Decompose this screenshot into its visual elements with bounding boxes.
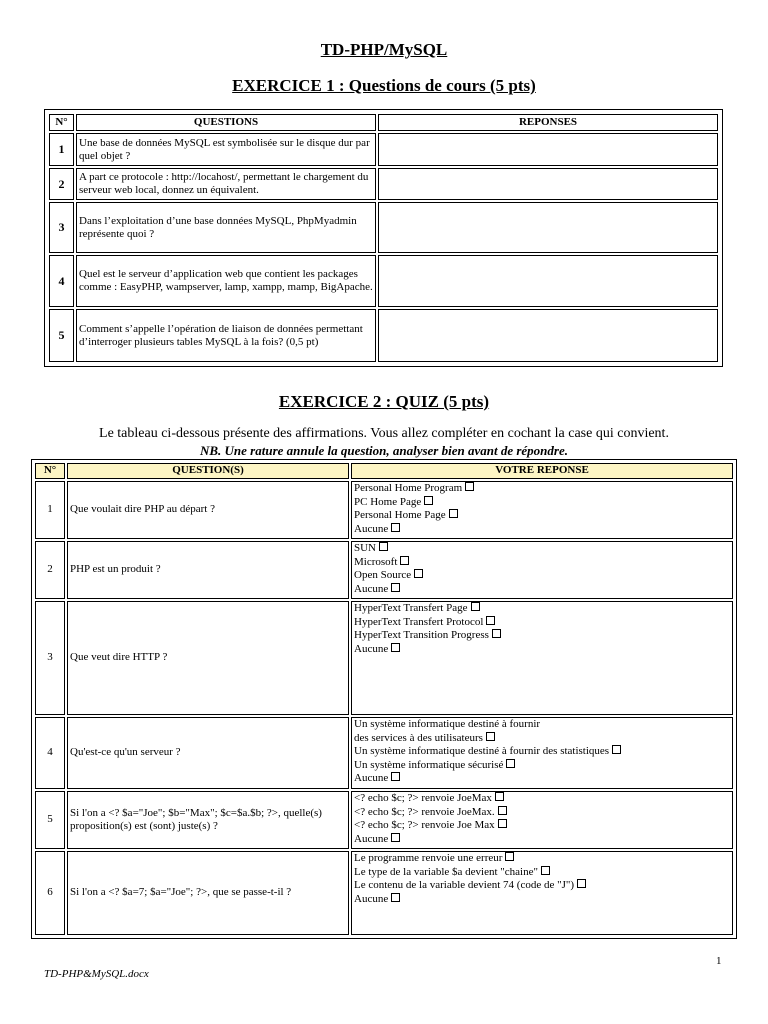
answer-options	[351, 791, 733, 849]
row-number: 3	[49, 202, 74, 253]
answer-options	[351, 481, 733, 539]
option-label: Aucune	[354, 642, 389, 655]
option-label: Microsoft	[354, 555, 398, 568]
table-row	[49, 255, 718, 307]
table-row	[49, 168, 718, 200]
question-text: Comment s’appelle l’opération de liaison de données permettant d’interroger plusieurs tables MySQL à la fois? (0,5 pt)	[76, 309, 376, 362]
checkbox[interactable]	[498, 806, 507, 815]
option-label: Open Source	[354, 569, 412, 581]
table-row	[49, 202, 718, 253]
answer-option[interactable]	[354, 509, 730, 523]
page-number: 1	[716, 955, 722, 967]
option-label: Aucune	[354, 892, 389, 905]
answer-options	[351, 717, 733, 789]
row-number: 1	[35, 481, 65, 539]
header-num: N°	[35, 463, 65, 479]
option-label: HyperText Transfert Protocol	[354, 615, 484, 628]
question-text: Une base de données MySQL est symbolisée sur le disque dur par quel objet ?	[76, 133, 376, 166]
answer-cell[interactable]	[378, 168, 718, 200]
question-text: Que veut dire HTTP ?	[67, 601, 349, 715]
checkbox[interactable]	[541, 866, 550, 875]
checkbox[interactable]	[498, 819, 507, 828]
table-row	[35, 791, 733, 849]
answer-options	[351, 851, 733, 935]
answer-option[interactable]	[354, 852, 730, 866]
option-label: PC Home Page	[354, 495, 422, 508]
row-number: 2	[35, 541, 65, 599]
exercise2-intro: Le tableau ci-dessous présente des affirmations. Vous allez compléter en cochant la case qui convient.	[99, 426, 669, 441]
answer-option[interactable]	[354, 542, 730, 556]
row-number: 5	[49, 309, 74, 362]
option-label: Aucune	[354, 772, 389, 784]
answer-option[interactable]	[354, 819, 730, 833]
document-title: TD-PHP/MySQL	[320, 40, 448, 59]
option-label: Aucune	[354, 832, 389, 845]
checkbox[interactable]	[486, 732, 495, 741]
answer-cell[interactable]	[378, 309, 718, 362]
option-label: <? echo $c; ?> renvoie JoeMax.	[354, 805, 495, 818]
answer-option[interactable]	[354, 496, 730, 510]
row-number: 2	[49, 168, 74, 200]
answer-options	[351, 541, 733, 599]
checkbox[interactable]	[486, 616, 495, 625]
row-number: 3	[35, 601, 65, 715]
option-label: <? echo $c; ?> renvoie Joe Max	[354, 819, 495, 831]
option-label: Un système informatique destiné à fournir des statistiques	[354, 745, 610, 757]
header-votre-reponse: VOTRE REPONSE	[351, 463, 733, 479]
header-questions: QUESTION(S)	[67, 463, 349, 479]
table-row	[35, 851, 733, 935]
option-label: Un système informatique destiné à fournir des services à des utilisateurs	[354, 718, 541, 744]
answer-option[interactable]	[354, 583, 730, 597]
checkbox[interactable]	[471, 602, 480, 611]
checkbox[interactable]	[391, 643, 400, 652]
checkbox[interactable]	[414, 569, 423, 578]
checkbox[interactable]	[495, 792, 504, 801]
question-text: Dans l’exploitation d’une base données MySQL, PhpMyadmin représente quoi ?	[76, 202, 376, 253]
answer-cell[interactable]	[378, 133, 718, 166]
answer-option[interactable]	[354, 602, 730, 616]
option-label: HyperText Transition Progress	[354, 629, 489, 641]
answer-option[interactable]	[354, 866, 730, 880]
answer-cell[interactable]	[378, 202, 718, 253]
answer-option[interactable]	[354, 616, 730, 630]
row-number: 4	[35, 717, 65, 789]
checkbox[interactable]	[492, 629, 501, 638]
answer-option[interactable]	[354, 718, 544, 745]
checkbox[interactable]	[449, 509, 458, 518]
question-text: Si l'on a <? $a=7; $a="Joe"; ?>, que se passe-t-il ?	[67, 851, 349, 935]
checkbox[interactable]	[577, 879, 586, 888]
answer-option[interactable]	[354, 569, 730, 583]
checkbox[interactable]	[391, 893, 400, 902]
option-label: Le contenu de la variable devient 74 (code de "J")	[354, 879, 575, 891]
row-number: 1	[49, 133, 74, 166]
exercise2-note: NB. Une rature annule la question, analyser bien avant de répondre.	[199, 443, 568, 458]
answer-option[interactable]	[354, 893, 730, 907]
exercise2-heading: EXERCICE 2 : QUIZ (5 pts)	[278, 392, 490, 411]
table-row	[35, 541, 733, 599]
answer-option[interactable]	[354, 772, 730, 786]
option-label: Aucune	[354, 522, 389, 535]
exercise1-heading: EXERCICE 1 : Questions de cours (5 pts)	[232, 76, 536, 95]
question-text: Si l'on a <? $a="Joe"; $b="Max"; $c=$a.$b; ?>, quelle(s) proposition(s) est (sont) juste(s) ?	[67, 791, 349, 849]
checkbox[interactable]	[379, 542, 388, 551]
option-label: Personal Home Page	[354, 509, 446, 521]
answer-option[interactable]	[354, 792, 730, 806]
checkbox[interactable]	[465, 482, 474, 491]
table-row	[35, 601, 733, 715]
checkbox[interactable]	[506, 759, 515, 768]
checkbox[interactable]	[505, 852, 514, 861]
option-label: Aucune	[354, 582, 389, 595]
exercise1-table	[44, 109, 723, 367]
answer-option[interactable]	[354, 745, 730, 759]
exercise1-header-row	[49, 114, 718, 131]
checkbox[interactable]	[400, 556, 409, 565]
footer-filename: TD-PHP&MySQL.docx	[44, 968, 149, 980]
answer-cell[interactable]	[378, 255, 718, 307]
table-row	[35, 717, 733, 789]
checkbox[interactable]	[612, 745, 621, 754]
checkbox[interactable]	[391, 772, 400, 781]
question-text: Qu'est-ce qu'un serveur ?	[67, 717, 349, 789]
answer-option[interactable]	[354, 806, 730, 820]
row-number: 4	[49, 255, 74, 307]
option-label: <? echo $c; ?> renvoie JoeMax	[354, 792, 492, 804]
answer-option[interactable]	[354, 759, 730, 773]
table-row	[49, 309, 718, 362]
option-label: HyperText Transfert Page	[354, 602, 468, 614]
answer-option[interactable]	[354, 833, 730, 847]
answer-option[interactable]	[354, 523, 730, 537]
question-text: Quel est le serveur d’application web que contient les packages comme : EasyPHP, wampserver, lamp, xampp, mamp, BigApache.	[76, 255, 376, 307]
answer-option[interactable]	[354, 643, 730, 657]
option-label: Personal Home Program	[354, 482, 463, 494]
answer-option[interactable]	[354, 879, 730, 893]
table-row	[35, 481, 733, 539]
header-num: N°	[49, 114, 74, 131]
option-label: SUN	[354, 542, 377, 554]
option-label: Un système informatique sécurisé	[354, 758, 504, 771]
row-number: 6	[35, 851, 65, 935]
question-text: A part ce protocole : http://locahost/, permettant le chargement du serveur web local, donnez un équivalent.	[76, 168, 376, 200]
checkbox[interactable]	[391, 583, 400, 592]
answer-option[interactable]	[354, 556, 730, 570]
question-text: Que voulait dire PHP au départ ?	[67, 481, 349, 539]
exercise2-header-row	[35, 463, 733, 479]
answer-option[interactable]	[354, 482, 730, 496]
exercise2-table	[31, 459, 737, 939]
question-text: PHP est un produit ?	[67, 541, 349, 599]
checkbox[interactable]	[391, 523, 400, 532]
answer-options	[351, 601, 733, 715]
option-label: Le programme renvoie une erreur	[354, 852, 503, 864]
header-reponses: REPONSES	[378, 114, 718, 131]
checkbox[interactable]	[424, 496, 433, 505]
option-label: Le type de la variable $a devient "chaine"	[354, 865, 538, 878]
checkbox[interactable]	[391, 833, 400, 842]
row-number: 5	[35, 791, 65, 849]
table-row	[49, 133, 718, 166]
header-questions: QUESTIONS	[76, 114, 376, 131]
answer-option[interactable]	[354, 629, 730, 643]
